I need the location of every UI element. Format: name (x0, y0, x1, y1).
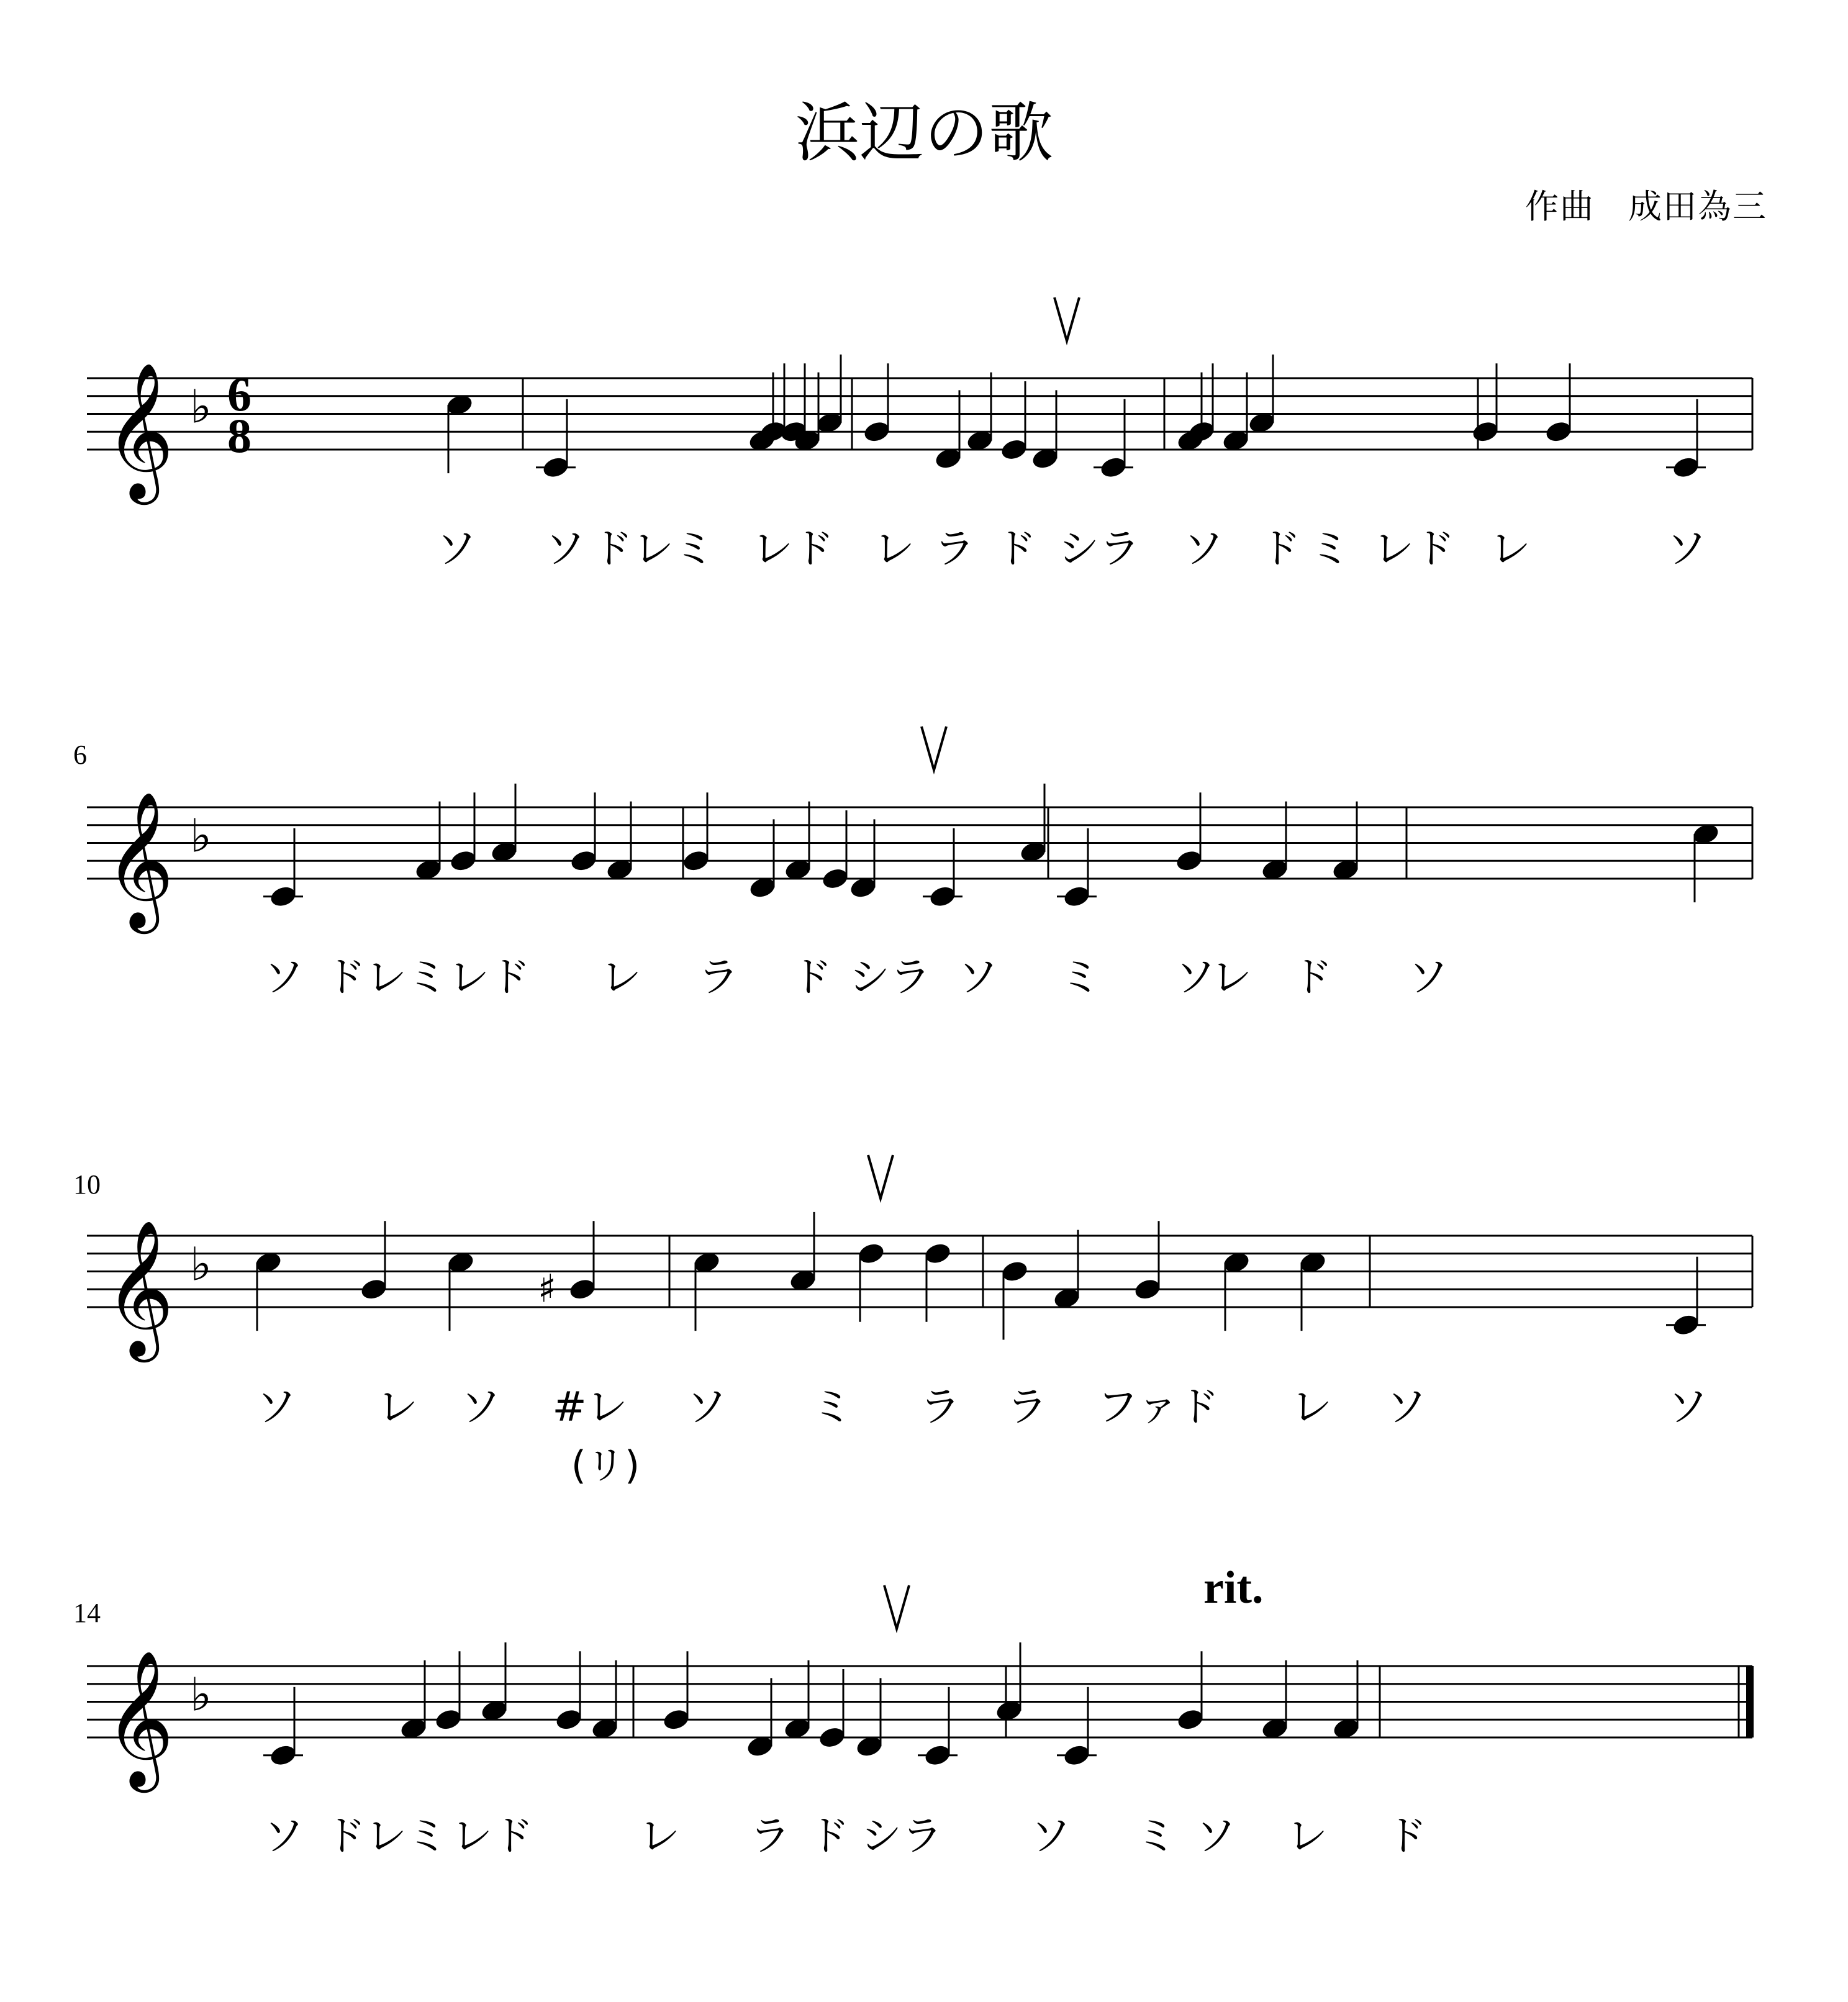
breath-mark-icon (884, 1585, 909, 1629)
lyric-syllable: レ (1211, 953, 1252, 1001)
lyric-syllable: ミ (1060, 953, 1101, 1001)
flat-key-signature-icon: ♭ (190, 809, 212, 863)
lyric-syllable: ラ (698, 953, 739, 1001)
final-barline (1746, 1666, 1754, 1737)
lyric-syllable: ド (1386, 1812, 1427, 1860)
lyric-syllable: レド (1373, 525, 1455, 573)
breath-mark-icon (868, 1155, 893, 1198)
composer-name: 成田為三 (1628, 187, 1767, 226)
lyric-syllable: ド (808, 1812, 849, 1860)
lyric-syllable: ド (1260, 525, 1301, 573)
lyric-syllable: レ (639, 1812, 680, 1860)
lyric-syllable: ソ (1030, 1812, 1071, 1860)
lyric-syllable: シラ (1058, 525, 1140, 573)
breath-mark-icon (1054, 297, 1079, 341)
lyric-syllable: ソ (263, 953, 304, 1001)
lyric-syllable: ソ (1666, 525, 1707, 573)
measure-number: 10 (73, 1169, 101, 1200)
lyric-syllable: ソ (256, 1383, 297, 1431)
breath-mark-icon (922, 727, 946, 770)
lyric-syllable: ソ (1667, 1383, 1708, 1431)
measure-number: 14 (73, 1598, 101, 1628)
treble-clef-icon: 𝄞 (104, 1649, 174, 1787)
flat-key-signature-icon: ♭ (190, 1238, 212, 1292)
measure-number: 6 (73, 740, 87, 770)
flat-key-signature-icon: ♭ (190, 380, 212, 434)
lyric-syllable: ドレミ (325, 953, 448, 1001)
lyric-syllable: ソ (1175, 953, 1216, 1001)
lyric-syllable: レ (1490, 525, 1531, 573)
lyric-syllable: ミ (1136, 1812, 1177, 1860)
lyric-syllable: ド (995, 525, 1036, 573)
lyric-syllable: ソ (686, 1383, 727, 1431)
lyric-syllable: レ (1287, 1812, 1328, 1860)
lyric-syllable: シラ (849, 953, 931, 1001)
lyric-syllable: レ (600, 953, 641, 1001)
score-title: 浜辺の歌 (794, 95, 1053, 171)
lyric-syllable: ファド (1097, 1383, 1220, 1431)
lyric-syllable: ソ (545, 525, 586, 573)
lyric-sub-annotation: (リ) (571, 1443, 640, 1488)
lyric-syllable: #レ (552, 1383, 628, 1431)
lyric-syllable: ソ (1195, 1812, 1236, 1860)
lyric-syllable: レ (874, 525, 915, 573)
lyric-syllable: レド (448, 953, 530, 1001)
composer-label: 作曲 (1525, 187, 1595, 226)
lyric-syllable: ソ (460, 1383, 501, 1431)
tempo-marking-rit: rit. (1203, 1562, 1264, 1613)
lyric-syllable: シラ (861, 1812, 943, 1860)
treble-clef-icon: 𝄞 (104, 361, 174, 499)
sharp-accidental-icon: ♯ (538, 1266, 557, 1311)
lyric-syllable: レ (377, 1383, 418, 1431)
lyric-syllable: ソ (958, 953, 999, 1001)
lyric-syllable: レド (752, 525, 834, 573)
lyric-syllable: レド (451, 1812, 533, 1860)
lyric-syllable: ラ (750, 1812, 790, 1860)
lyric-syllable: ラ (1007, 1383, 1048, 1431)
flat-key-signature-icon: ♭ (190, 1668, 212, 1722)
lyric-syllable: ミ (1310, 525, 1351, 573)
lyric-syllable: ド (791, 953, 832, 1001)
time-signature-numerator: 6 (227, 367, 251, 421)
lyric-syllable: ソ (1386, 1383, 1427, 1431)
lyric-syllable: ソ (263, 1812, 304, 1860)
lyric-syllable: ドレミ (325, 1812, 448, 1860)
treble-clef-icon: 𝄞 (104, 790, 174, 928)
treble-clef-icon: 𝄞 (104, 1219, 174, 1356)
lyric-syllable: レ (1291, 1383, 1332, 1431)
lyric-syllable: ソ (436, 525, 477, 573)
lyric-syllable: ソ (1408, 953, 1449, 1001)
lyric-syllable: ドレミ (592, 525, 715, 573)
lyric-syllable: ミ (812, 1383, 853, 1431)
lyric-syllable: ソ (1183, 525, 1224, 573)
lyric-syllable: ラ (934, 525, 975, 573)
time-signature-denominator: 8 (227, 409, 251, 463)
lyric-syllable: ド (1292, 953, 1333, 1001)
lyric-syllable: ラ (920, 1383, 961, 1431)
